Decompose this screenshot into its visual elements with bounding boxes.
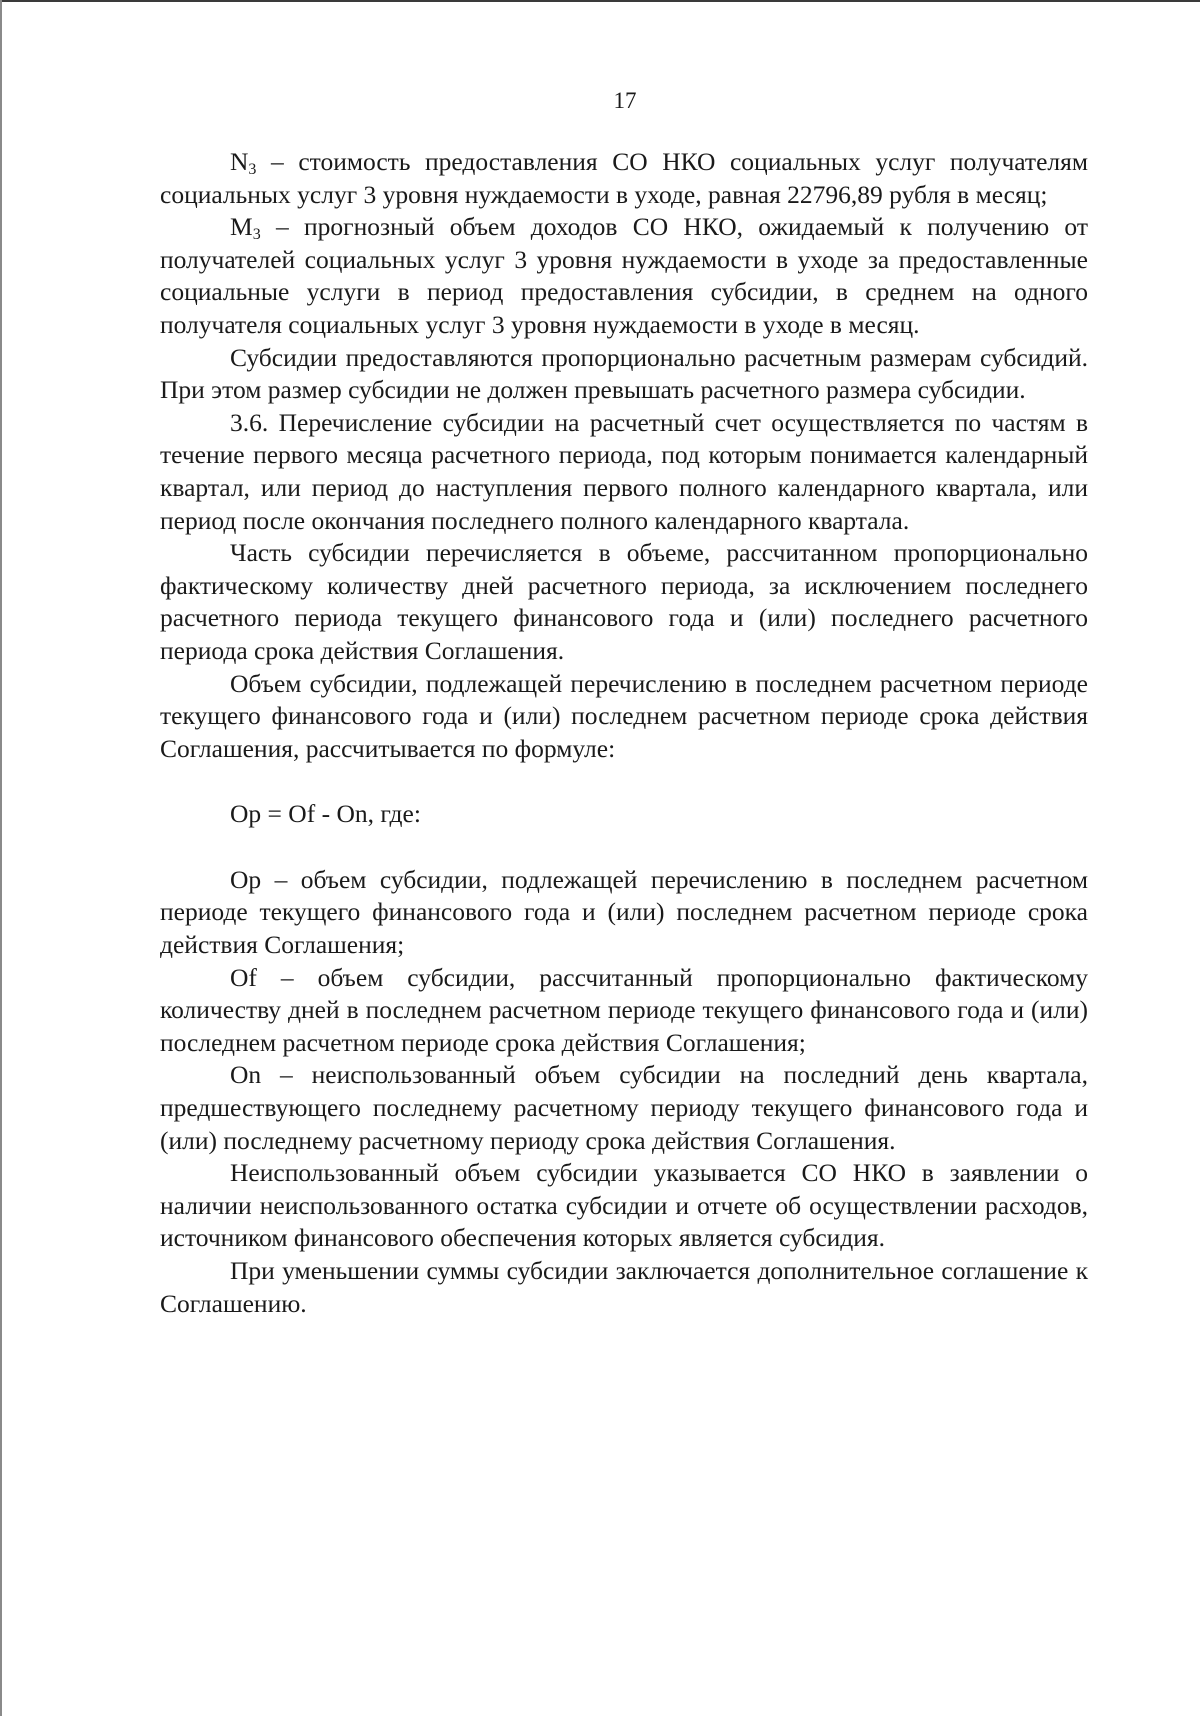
paragraph-m3-definition <box>160 211 1088 341</box>
subscript-3: 3 <box>248 161 257 178</box>
paragraph-reduction: При уменьшении суммы субсидии заключается дополнительное соглашение к Соглашению. <box>160 1256 1088 1318</box>
symbol-m: M <box>230 212 253 242</box>
scan-edge-top <box>0 0 1200 2</box>
page-number: 17 <box>613 88 637 113</box>
document-body <box>160 146 1088 1320</box>
paragraph-part: Часть субсидии перечисляется в объеме, рассчитанном пропорционально фактическому количеству дней расчетного периода, за исключением последнего расчетного периода текущего финансового года и (или) последнего расчетного периода срока действия Соглашения. <box>160 538 1088 665</box>
definition-of: Of – объем субсидии, рассчитанный пропорционально фактическому количеству дней в последнем расчетном периоде текущего финансового года и (или) последнем расчетном периоде срока действия Соглашения; <box>160 962 1088 1057</box>
paragraph-proportional: Субсидии предоставляются пропорционально расчетным размерам субсидий. При этом размер субсидии не должен превышать расчетного размера субсидии. <box>160 342 1088 405</box>
subscript-3: 3 <box>252 226 261 244</box>
definition-on: On – неиспользованный объем субсидии на последний день квартала, предшествующего последнему расчетному периоду текущего финансового года и (или) последнему расчетному периоду срока действия Соглашения. <box>160 1060 1088 1155</box>
symbol-n: N <box>230 147 249 176</box>
formula: Op = Of - On, где: <box>230 799 421 829</box>
paragraph-item-3-6: 3.6. Перечисление субсидии на расчетный счет осуществляется по частям в течение первого месяца расчетного периода, под которым понимается календарный квартал, или период до наступления первого полного календарного квартала, или период после окончания последнего полного календарного квартала. <box>160 407 1088 535</box>
paragraph-text: – стоимость предоставления СО НКО социальных услуг получателям социальных услуг 3 уровня нуждаемости в уходе, равная 22796,89 рубля в месяц; <box>160 147 1088 209</box>
paragraph-n3-definition <box>160 146 1088 211</box>
scan-edge-left <box>0 0 2 1716</box>
paragraph-text: – прогнозный объем доходов СО НКО, ожидаемый к получению от получателей социальных услуг 3 уровня нуждаемости в уходе за предоставленные социальные услуги в период предоставления субсидии, в среднем на одного получателя социальных услуг 3 уровня нуждаемости в уходе в месяц. <box>160 212 1088 339</box>
definition-op: Op – объем субсидии, подлежащей перечислению в последнем расчетном периоде текущего финансового года и (или) последнем расчетном периоде срока действия Соглашения; <box>160 864 1088 960</box>
paragraph-volume: Объем субсидии, подлежащей перечислению в последнем расчетном периоде текущего финансового года и (или) последнем расчетном периоде срока действия Соглашения, рассчитывается по формуле: <box>160 668 1088 763</box>
paragraph-unused: Неиспользованный объем субсидии указывается СО НКО в заявлении о наличии неиспользованного остатка субсидии и отчете об осуществлении расходов, источником финансового обеспечения которых является субсидия. <box>160 1158 1088 1253</box>
